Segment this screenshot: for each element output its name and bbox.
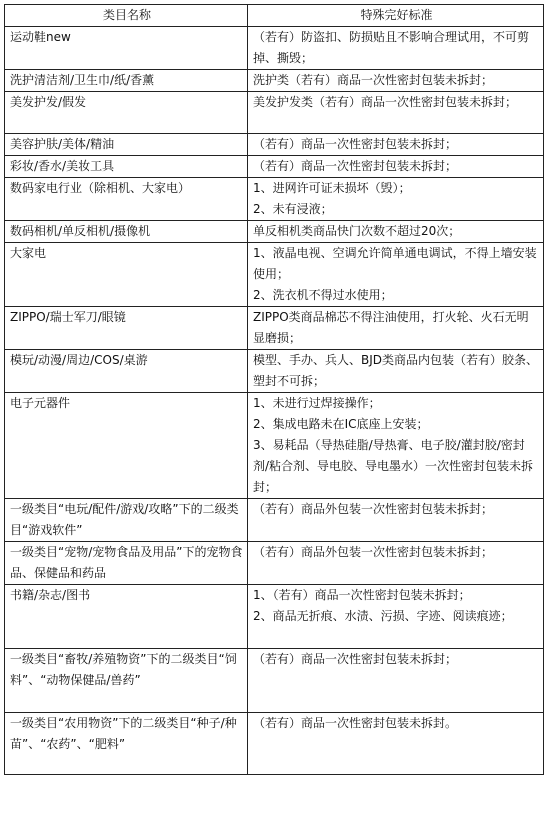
header-special-standard: 特殊完好标准	[248, 5, 544, 27]
table-row	[5, 243, 544, 307]
category-cell: 电子元器件	[5, 393, 248, 499]
category-cell: ZIPPO/瑞士军刀/眼镜	[5, 307, 248, 350]
table-row	[5, 542, 544, 585]
table-row	[5, 27, 544, 70]
category-cell: 运动鞋new	[5, 27, 248, 70]
standard-line: （若有）商品外包装一次性密封包装未拆封；	[253, 545, 494, 559]
standard-cell	[248, 92, 544, 134]
header-category-name: 类目名称	[5, 5, 248, 27]
standard-cell	[248, 156, 544, 178]
table-row	[5, 221, 544, 243]
category-cell: 洗护清洁剂/卫生巾/纸/香薰	[5, 70, 248, 92]
standard-cell	[248, 542, 544, 585]
standard-cell	[248, 713, 544, 775]
standard-line: （若有）防盗扣、防损贴且不影响合理试用，不可剪掉、撕毁；	[253, 30, 530, 65]
table-row	[5, 156, 544, 178]
category-cell: 彩妆/香水/美妆工具	[5, 156, 248, 178]
category-cell: 美容护肤/美体/精油	[5, 134, 248, 156]
standard-line: （若有）商品一次性密封包装未拆封；	[253, 137, 458, 151]
standard-line: ZIPPO类商品棉芯不得注油使用，打火轮、火石无明显磨损；	[253, 310, 529, 345]
standard-line: 3、易耗品（导热硅脂/导热膏、电子胶/灌封胶/密封剂/粘合剂、导电胶、导电墨水）一次性密封包装未拆封；	[253, 438, 534, 494]
category-cell: 美发护发/假发	[5, 92, 248, 134]
standard-line: 2、集成电路未在IC底座上安装；	[253, 417, 429, 431]
table-row	[5, 70, 544, 92]
standard-line: 美发护发类（若有）商品一次性密封包装未拆封；	[253, 95, 518, 109]
category-cell: 大家电	[5, 243, 248, 307]
standard-line: 单反相机类商品快门次数不超过20次；	[253, 224, 461, 238]
category-cell: 数码家电行业（除相机、大家电）	[5, 178, 248, 221]
standard-line: 洗护类（若有）商品一次性密封包装未拆封；	[253, 73, 494, 87]
header-row	[5, 5, 544, 27]
category-cell: 数码相机/单反相机/摄像机	[5, 221, 248, 243]
standard-line: 2、未有浸液；	[253, 202, 333, 216]
category-cell: 模玩/动漫/周边/COS/桌游	[5, 350, 248, 393]
standard-line: 1、（若有）商品一次性密封包装未拆封；	[253, 588, 471, 602]
standard-line: 2、洗衣机不得过水使用；	[253, 288, 393, 302]
standard-line: 1、未进行过焊接操作；	[253, 396, 381, 410]
table-row	[5, 307, 544, 350]
table-row	[5, 499, 544, 542]
table-row	[5, 178, 544, 221]
table-row	[5, 134, 544, 156]
table-row	[5, 393, 544, 499]
table-row	[5, 649, 544, 713]
standard-cell	[248, 221, 544, 243]
standard-line: 1、液晶电视、空调允许简单通电调试，不得上墙安装使用；	[253, 246, 537, 281]
standard-cell	[248, 178, 544, 221]
table-row	[5, 92, 544, 134]
category-cell: 一级类目“电玩/配件/游戏/攻略”下的二级类目“游戏软件”	[5, 499, 248, 542]
category-cell: 一级类目“宠物/宠物食品及用品”下的宠物食品、保健品和药品	[5, 542, 248, 585]
return-standards-table	[4, 4, 544, 775]
standard-cell	[248, 134, 544, 156]
standard-cell	[248, 393, 544, 499]
standard-cell	[248, 243, 544, 307]
category-cell: 一级类目“畜牧/养殖物资”下的二级类目“饲料”、“动物保健品/兽药”	[5, 649, 248, 713]
standard-line: （若有）商品一次性密封包装未拆封；	[253, 159, 458, 173]
standard-cell	[248, 307, 544, 350]
category-cell: 书籍/杂志/图书	[5, 585, 248, 649]
standard-line: 2、商品无折痕、水渍、污损、字迹、阅读痕迹；	[253, 609, 513, 623]
table-row	[5, 585, 544, 649]
standard-cell	[248, 350, 544, 393]
standard-line: 模型、手办、兵人、BJD类商品内包装（若有）胶条、塑封不可拆；	[253, 353, 539, 388]
standard-line: 1、进网许可证未损坏（毁）；	[253, 181, 411, 195]
standard-line: （若有）商品一次性密封包装未拆封；	[253, 652, 458, 666]
standard-cell	[248, 585, 544, 649]
table-row	[5, 713, 544, 775]
standard-cell	[248, 499, 544, 542]
standard-line: （若有）商品一次性密封包装未拆封。	[253, 716, 458, 730]
standard-line: （若有）商品外包装一次性密封包装未拆封；	[253, 502, 494, 516]
category-cell: 一级类目“农用物资”下的二级类目“种子/种苗”、“农药”、“肥料”	[5, 713, 248, 775]
standard-cell	[248, 70, 544, 92]
table-row	[5, 350, 544, 393]
standard-cell	[248, 27, 544, 70]
standard-cell	[248, 649, 544, 713]
